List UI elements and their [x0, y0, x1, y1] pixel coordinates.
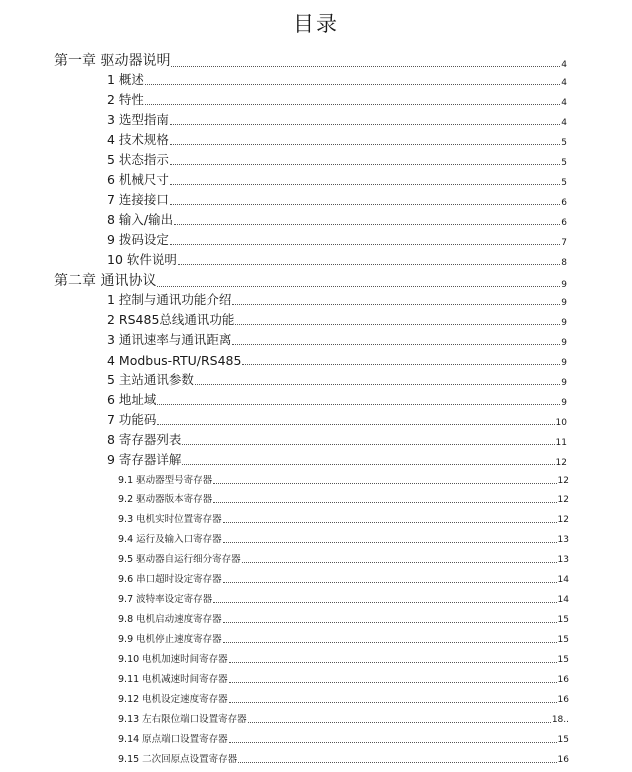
toc-entry[interactable]: [107, 72, 567, 88]
toc-entry[interactable]: [107, 232, 567, 248]
toc-entry[interactable]: [54, 272, 567, 290]
dot-leader: [170, 112, 560, 126]
toc-entry-page-number: 13: [557, 535, 569, 545]
dot-leader: [235, 312, 560, 326]
toc-entry[interactable]: [118, 512, 569, 525]
toc-entry-title: 8 输入/输出: [107, 212, 174, 227]
dot-leader: [242, 352, 560, 366]
toc-entry-title: 9.2 驱动器版本寄存器: [118, 494, 213, 505]
toc-entry-title: 8 寄存器列表: [107, 432, 182, 447]
toc-entry-title: 5 状态指示: [107, 152, 169, 167]
toc-entry-page-number: 15: [557, 635, 569, 645]
toc-entry[interactable]: [107, 392, 567, 408]
dot-leader: [248, 713, 551, 724]
dot-leader: [145, 92, 560, 106]
dot-leader: [229, 673, 557, 684]
toc-entry-page-number: 9: [561, 378, 567, 388]
toc-entry-title: 7 连接接口: [107, 192, 169, 207]
toc-entry-page-number: 12: [557, 515, 569, 525]
dot-leader: [195, 372, 560, 386]
toc-entry-title: 第二章 通讯协议: [54, 273, 157, 289]
toc-entry[interactable]: [107, 212, 567, 228]
dot-leader: [223, 613, 557, 624]
toc-entry-title: 4 Modbus-RTU/RS485: [107, 353, 242, 368]
toc-entry-page-number: 14: [557, 595, 569, 605]
toc-entry-title: 9.5 驱动器自运行细分寄存器: [118, 554, 241, 565]
toc-entry-title: 9.6 串口超时设定寄存器: [118, 574, 222, 585]
toc-entry-page-number: 7: [561, 238, 567, 248]
toc-entry-page-number: 15: [557, 655, 569, 665]
toc-entry[interactable]: [118, 692, 569, 705]
toc-entry-page-number: 9: [561, 338, 567, 348]
toc-entry[interactable]: [107, 172, 567, 188]
toc-entry-title: 9.3 电机实时位置寄存器: [118, 514, 222, 525]
toc-entry-page-number: 4: [561, 60, 567, 70]
dot-leader: [223, 633, 557, 644]
toc-entry-title: 9.1 驱动器型号寄存器: [118, 475, 213, 486]
toc-entry-page-number: 5: [561, 138, 567, 148]
dot-leader: [232, 292, 560, 306]
toc-entry[interactable]: [118, 532, 569, 545]
toc-entry[interactable]: [107, 312, 567, 328]
toc-entry-title: 第一章 驱动器说明: [54, 53, 171, 69]
dot-leader: [213, 593, 556, 604]
toc-entry-title: 4 技术规格: [107, 132, 169, 147]
toc-entry[interactable]: [107, 152, 567, 168]
toc-entry-page-number: 14: [557, 575, 569, 585]
dot-leader: [174, 212, 560, 226]
toc-entry-page-number: 8: [561, 258, 567, 268]
dot-leader: [170, 172, 560, 186]
dot-leader: [157, 272, 560, 287]
toc-entry[interactable]: [118, 473, 569, 486]
dot-leader: [170, 132, 560, 146]
toc-entry-title: 9.11 电机减速时间寄存器: [118, 674, 228, 685]
toc-entry-page-number: 6: [561, 198, 567, 208]
toc-entry-page-number: 9: [561, 318, 567, 328]
toc-entry[interactable]: [107, 412, 567, 428]
toc-entry[interactable]: [107, 112, 567, 128]
dot-leader: [171, 52, 560, 67]
dot-leader: [182, 452, 554, 466]
toc-entry-title: 3 选型指南: [107, 112, 169, 127]
toc-entry-page-number: 9: [561, 280, 567, 290]
toc-entry[interactable]: [107, 292, 567, 308]
toc-entry-page-number: 4: [561, 118, 567, 128]
toc-entry-title: 2 特性: [107, 92, 144, 107]
dot-leader: [157, 412, 554, 426]
dot-leader: [178, 252, 560, 266]
toc-entry-page-number: 16: [557, 675, 569, 685]
toc-entry-page-number: 6: [561, 218, 567, 228]
toc-entry-page-number: 16: [557, 695, 569, 705]
toc-entry-page-number: 16: [557, 755, 569, 765]
toc-entry-title: 1 概述: [107, 72, 144, 87]
toc-entry-title: 9.7 波特率设定寄存器: [118, 594, 213, 605]
dot-leader: [213, 493, 556, 504]
dot-leader: [223, 533, 557, 544]
dot-leader: [157, 392, 560, 406]
toc-entry-title: 9.12 电机设定速度寄存器: [118, 694, 228, 705]
toc-entry[interactable]: [107, 332, 567, 348]
toc-entry-page-number: 12: [555, 458, 567, 468]
toc-entry-page-number: 9: [561, 298, 567, 308]
toc-entry-title: 3 通讯速率与通讯距离: [107, 332, 232, 347]
toc-entry[interactable]: [54, 52, 567, 70]
toc-entry[interactable]: [107, 452, 567, 468]
toc-entry[interactable]: [118, 752, 569, 765]
dot-leader: [229, 653, 557, 664]
dot-leader: [229, 693, 557, 704]
toc-entry-title: 9.4 运行及输入口寄存器: [118, 534, 222, 545]
toc-entry[interactable]: [118, 572, 569, 585]
toc-entry-page-number: 4: [561, 78, 567, 88]
toc-entry-page-number: 13: [557, 555, 569, 565]
toc-entry[interactable]: [107, 432, 567, 448]
dot-leader: [223, 573, 557, 584]
toc-entry[interactable]: [118, 592, 569, 605]
dot-leader: [223, 513, 557, 524]
toc-entry[interactable]: [118, 712, 569, 725]
toc-entry-page-number: 9: [561, 358, 567, 368]
toc-entry[interactable]: [107, 372, 567, 388]
toc-entry-page-number: 10: [555, 418, 567, 428]
toc-entry[interactable]: [107, 92, 567, 108]
toc-entry-page-number: 12: [557, 495, 569, 505]
page-title: 目录: [293, 12, 339, 36]
toc-entry-page-number: 9: [561, 398, 567, 408]
toc-entry[interactable]: [118, 732, 569, 745]
toc-entry-title: 9 寄存器详解: [107, 452, 182, 467]
toc-entry-page-number: 12: [557, 476, 569, 486]
toc-entry[interactable]: [118, 612, 569, 625]
toc-entry[interactable]: [118, 672, 569, 685]
toc-entry-title: 2 RS485总线通讯功能: [107, 312, 235, 327]
toc-entry[interactable]: [118, 652, 569, 665]
toc-entry-title: 9.8 电机启动速度寄存器: [118, 614, 222, 625]
dot-leader: [182, 432, 554, 446]
dot-leader: [170, 192, 560, 206]
toc-entry-title: 10 软件说明: [107, 252, 177, 267]
toc-entry-page-number: 5: [561, 178, 567, 188]
toc-entry-title: 5 主站通讯参数: [107, 372, 194, 387]
toc-entry[interactable]: [118, 492, 569, 505]
dot-leader: [238, 753, 556, 764]
dot-leader: [145, 72, 560, 86]
toc-entry-page-number: 4: [561, 98, 567, 108]
toc-entry[interactable]: [107, 132, 567, 148]
toc-entry[interactable]: [107, 352, 567, 368]
toc-entry-title: 9.9 电机停止速度寄存器: [118, 634, 222, 645]
toc-entry-page-number: 5: [561, 158, 567, 168]
toc-entry[interactable]: [107, 252, 567, 268]
toc-entry-title: 9.14 原点端口设置寄存器: [118, 734, 228, 745]
toc-entry-title: 9 拨码设定: [107, 232, 169, 247]
toc-entry-page-number: 11: [555, 438, 567, 448]
toc-entry-title: 7 功能码: [107, 412, 157, 427]
toc-entry-title: 1 控制与通讯功能介绍: [107, 292, 232, 307]
toc-entry-page-number: 18..: [551, 715, 569, 725]
toc-entry-title: 9.10 电机加速时间寄存器: [118, 654, 228, 665]
toc-entry-page-number: 15: [557, 735, 569, 745]
dot-leader: [170, 232, 560, 246]
toc-entry-title: 9.13 左右限位端口设置寄存器: [118, 714, 247, 725]
dot-leader: [242, 553, 557, 564]
toc-entry[interactable]: [118, 632, 569, 645]
toc-entry-page-number: 15: [557, 615, 569, 625]
dot-leader: [232, 332, 560, 346]
toc-entry-title: 9.15 二次回原点设置寄存器: [118, 754, 238, 765]
toc-entry-title: 6 机械尺寸: [107, 172, 169, 187]
toc-entry[interactable]: [107, 192, 567, 208]
dot-leader: [213, 474, 556, 485]
toc-entry-title: 6 地址域: [107, 392, 157, 407]
dot-leader: [229, 733, 557, 744]
toc-entry[interactable]: [118, 552, 569, 565]
dot-leader: [170, 152, 560, 166]
